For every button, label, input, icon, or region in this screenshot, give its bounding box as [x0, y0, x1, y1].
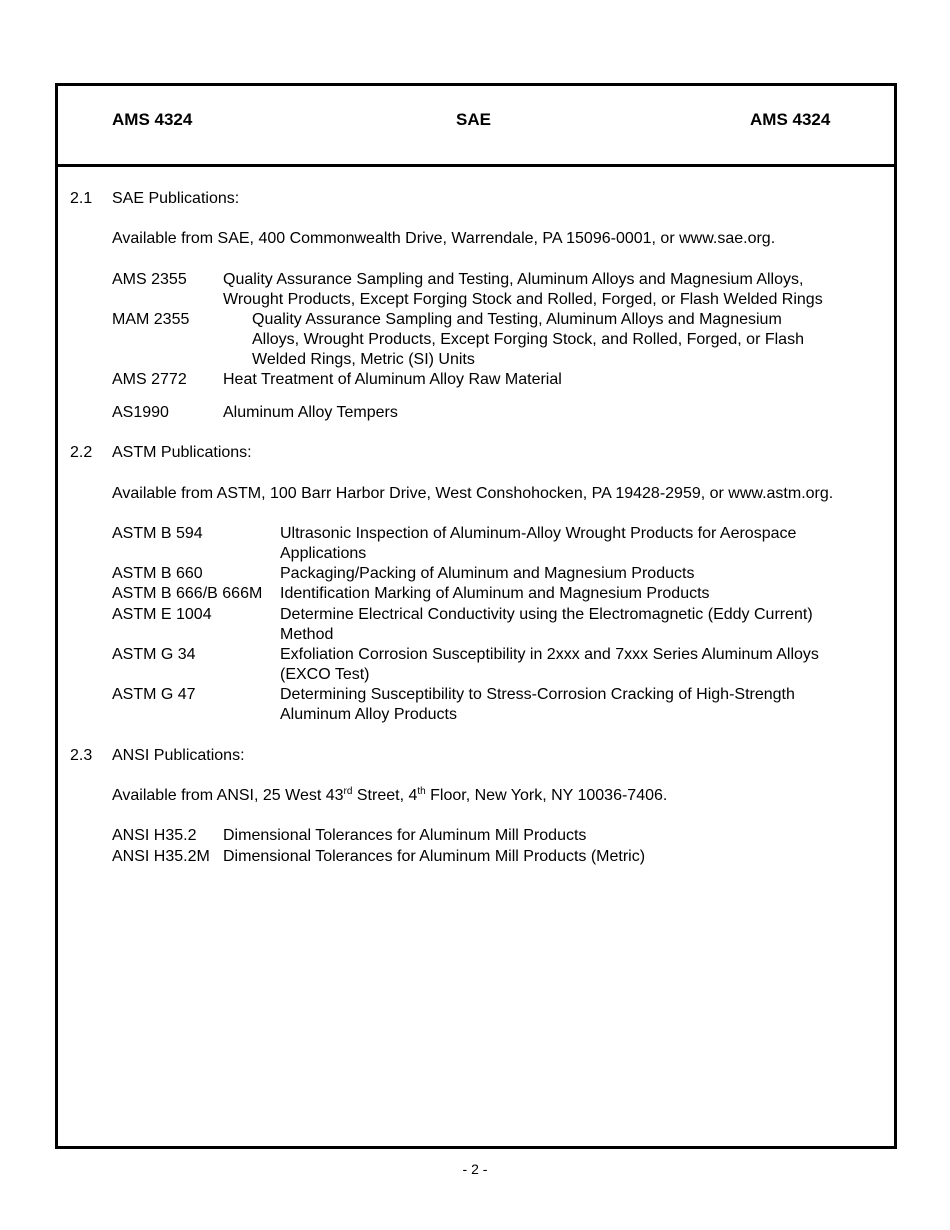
header-doc-id-left: AMS 4324 [112, 110, 193, 129]
ref-title: Heat Treatment of Aluminum Alloy Raw Material [223, 371, 562, 388]
ref-title: Applications [280, 545, 367, 562]
ref-title: Method [280, 626, 334, 643]
ref-title: Aluminum Alloy Tempers [223, 404, 398, 421]
ref-code: ANSI H35.2 [112, 827, 197, 844]
availability-text: Available from ANSI, 25 West 43rd Street, 4th Floor, New York, NY 10036-7406. [112, 786, 668, 804]
ref-title: (EXCO Test) [280, 666, 370, 683]
header-doc-id-right: AMS 4324 [750, 110, 831, 129]
ref-title: Determining Susceptibility to Stress-Corrosion Cracking of High-Strength [280, 686, 795, 703]
section-title: ANSI Publications: [112, 747, 245, 764]
ref-title: Exfoliation Corrosion Susceptibility in 2xxx and 7xxx Series Aluminum Alloys [280, 646, 819, 663]
ref-code: ASTM G 34 [112, 646, 196, 663]
page-header [55, 83, 897, 167]
section-number: 2.1 [70, 190, 93, 207]
availability-text: Available from ASTM, 100 Barr Harbor Drive, West Conshohocken, PA 19428-2959, or www.astm.org. [112, 485, 834, 502]
ref-title: Packaging/Packing of Aluminum and Magnesium Products [280, 565, 695, 582]
ref-title: Quality Assurance Sampling and Testing, Aluminum Alloys and Magnesium [252, 311, 782, 328]
ref-code: ASTM B 660 [112, 565, 203, 582]
ref-title: Determine Electrical Conductivity using the Electromagnetic (Eddy Current) [280, 606, 813, 623]
ref-title: Alloys, Wrought Products, Except Forging Stock, and Rolled, Forged, or Flash [252, 331, 804, 348]
ref-code: ASTM B 666/B 666M [112, 585, 263, 602]
header-publisher: SAE [456, 110, 491, 129]
ref-title: Quality Assurance Sampling and Testing, Aluminum Alloys and Magnesium Alloys, [223, 271, 804, 288]
ref-title: Identification Marking of Aluminum and Magnesium Products [280, 585, 710, 602]
section-number: 2.3 [70, 747, 93, 764]
ref-title: Wrought Products, Except Forging Stock and Rolled, Forged, or Flash Welded Rings [223, 291, 823, 308]
section-number: 2.2 [70, 444, 93, 461]
ref-code: ASTM B 594 [112, 525, 203, 542]
ref-title: Dimensional Tolerances for Aluminum Mill Products [223, 827, 587, 844]
ref-title: Ultrasonic Inspection of Aluminum-Alloy Wrought Products for Aerospace [280, 525, 797, 542]
ref-code: ASTM E 1004 [112, 606, 212, 623]
page-number: - 2 - [462, 1161, 488, 1177]
ref-code: AMS 2355 [112, 271, 187, 288]
ref-code: AMS 2772 [112, 371, 187, 388]
section-title: ASTM Publications: [112, 444, 252, 461]
ref-title: Welded Rings, Metric (SI) Units [252, 351, 475, 368]
ref-code: AS1990 [112, 404, 169, 421]
availability-text: Available from SAE, 400 Commonwealth Drive, Warrendale, PA 15096-0001, or www.sae.org. [112, 230, 776, 247]
section-title: SAE Publications: [112, 190, 240, 207]
ref-code: MAM 2355 [112, 311, 190, 328]
ref-code: ASTM G 47 [112, 686, 196, 703]
ref-code: ANSI H35.2M [112, 848, 210, 865]
ref-title: Dimensional Tolerances for Aluminum Mill Products (Metric) [223, 848, 646, 865]
ref-title: Aluminum Alloy Products [280, 706, 457, 723]
